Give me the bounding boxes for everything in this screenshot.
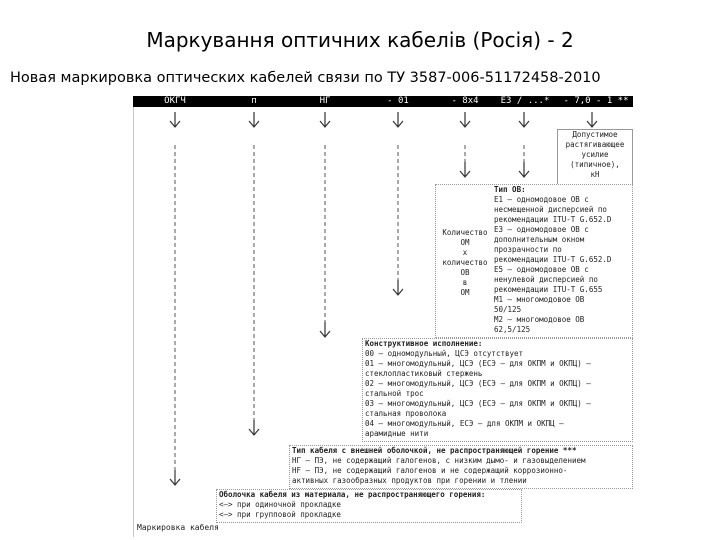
- design-line: 02 – многомодульный, ЦСЭ (ЕСЭ – для ОКПМ и ОКПЦ) –: [365, 379, 591, 388]
- fiber-type-line: Е3 – одномодовое ОВ с: [494, 225, 589, 234]
- code-segment: - 01: [387, 96, 409, 106]
- force-line: Допустимое: [572, 130, 618, 139]
- design-head: Конструктивное исполнение:: [365, 339, 483, 348]
- design-line: стальной трос: [365, 389, 424, 398]
- fiber-type-line: рекомендации ITU-T G.655: [494, 285, 603, 294]
- sheath-line: активных газообразных продуктов при горении и тлении: [292, 476, 527, 485]
- force-box: [557, 129, 633, 187]
- force-line: усилие: [581, 150, 609, 159]
- fiber-type-line: 62,5/125: [494, 325, 531, 334]
- sheath-line: НГ – ПЭ, не содержащий галогенов, с низким дымо- и газовыделением: [292, 456, 586, 465]
- material-line: <–> при одиночной прокладке: [219, 500, 341, 509]
- force-line: растягивающее: [565, 140, 625, 149]
- design-line: стальная проволока: [365, 409, 447, 418]
- design-line: 00 – одномодульный, ЦСЭ отсутствует: [365, 349, 524, 358]
- fiber-type-line: М1 – многомодовое ОВ: [494, 295, 585, 304]
- design-line: 01 – многомодульный, ЦСЭ (ЕСЭ – для ОКПМ и ОКПЦ) –: [365, 359, 591, 368]
- quantity-line: количество: [442, 258, 488, 267]
- code-segment: Е3 / ...*: [500, 96, 550, 106]
- design-line: арамидные нити: [365, 429, 429, 438]
- fiber-type-line: М2 – многомодовое ОВ: [494, 315, 585, 324]
- fiber-type-line: прозрачности по: [494, 245, 562, 254]
- code-segment: ОКГЧ: [164, 96, 186, 106]
- quantity-line: ОМ: [460, 288, 470, 297]
- sheath-line: НF – ПЭ, не содержащий галогенов и не содержащий коррозионно-: [292, 466, 568, 475]
- left-frame-line: [133, 107, 134, 537]
- material-head: Оболочка кабеля из материала, не распространяющего горения:: [219, 490, 486, 499]
- fiber-type-line: 50/125: [494, 305, 522, 314]
- force-line: (типичное),: [570, 160, 620, 169]
- code-segment: п: [251, 96, 257, 106]
- fiber-quantity-label: [435, 228, 495, 298]
- fiber-type-line: Е5 – одномодовое ОВ с: [494, 265, 589, 274]
- fiber-type-line: ненулевой дисперсией по: [494, 275, 598, 284]
- quantity-line: ОВ: [460, 268, 470, 277]
- fiber-type-line: рекомендации ITU-T G.652.D: [494, 255, 612, 264]
- quantity-line: ОМ: [460, 238, 470, 247]
- design-line: 03 – многомодульный, ЦСЭ (ЕСЭ – для ОКПМ и ОКПЦ) –: [365, 399, 591, 408]
- material-line: <–> при групповой прокладке: [219, 510, 341, 519]
- design-line: стеклопластиковый стержень: [365, 369, 483, 378]
- quantity-line: х: [462, 248, 468, 257]
- quantity-line: в: [462, 278, 468, 287]
- design-line: 04 – многомодульный, ЕСЭ – для ОКПМ и ОКПЦ –: [365, 419, 564, 428]
- slide-title: Маркування оптичних кабелів (Росія) - 2: [146, 28, 574, 52]
- material-box: [216, 489, 522, 523]
- code-segment: - 8х4: [451, 96, 479, 106]
- quantity-line: Количество: [442, 228, 488, 237]
- slide-subtitle: Новая маркировка оптических кабелей связи по ТУ 3587-006-51172458-2010: [10, 70, 601, 86]
- design-box: [362, 338, 633, 442]
- fiber-type-head: Тип ОВ:: [494, 185, 526, 194]
- fiber-type-line: рекомендации ITU-T G.652.D: [494, 215, 612, 224]
- cable-code-row: [133, 96, 633, 107]
- fiber-type-line: Е1 – одномодовое ОВ с: [494, 195, 589, 204]
- sheath-head: Тип кабеля с внешней оболочкой, не распространяющей горение ***: [292, 446, 577, 455]
- fiber-type-line: дополнительным окном: [494, 235, 585, 244]
- fiber-type-line: несмещенной дисперсией по: [494, 205, 607, 214]
- force-line: кН: [590, 170, 600, 179]
- code-segment: НГ: [319, 96, 331, 106]
- cable-marking-label: Маркировка кабеля: [137, 523, 219, 532]
- code-segment: - 7,0 - 1 **: [563, 96, 629, 106]
- sheath-box: [289, 445, 633, 489]
